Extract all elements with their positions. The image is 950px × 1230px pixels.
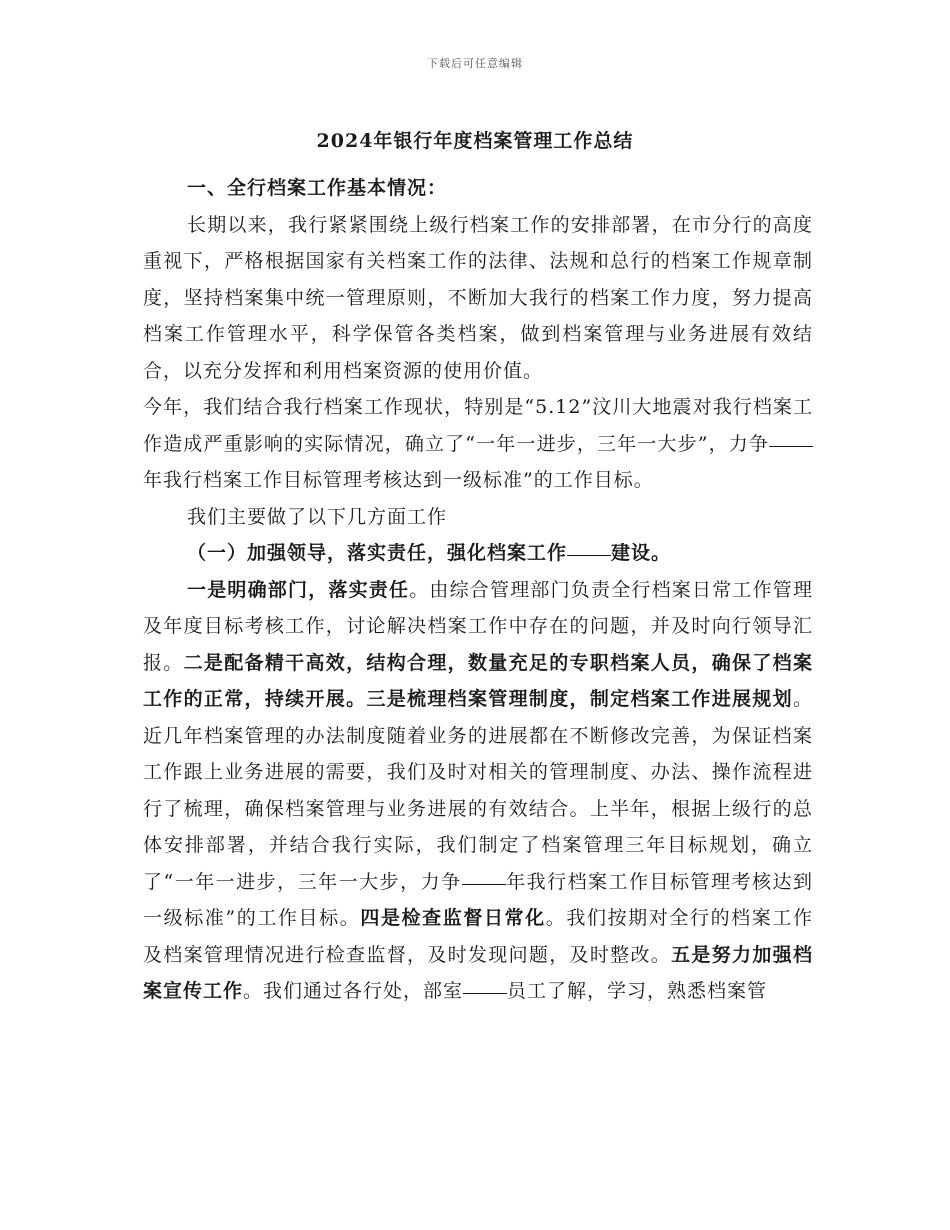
section-heading: 一、全行档案工作基本情况： xyxy=(187,177,448,199)
paragraph-text: 今年，我们结合我行档案工作现状，特别是“5.12”汶川大地震对我行档案工作造成严重影响的实际情况，确立了“一年一进步，三年一大步”，力争 xyxy=(143,396,813,455)
paragraph-text: 。我们按期对全行的档案工作及档案管理情况进行检查监督，及时发现问题，及时整改。 xyxy=(143,907,813,966)
bold-phrase: 二是配备精干高效，结构合理，数量充足的专职档案人员，确保了档案工作的正常，持续开展。 xyxy=(143,651,813,710)
subsection-heading xyxy=(143,535,813,572)
document-title: 2024年银行年度档案管理工作总结 xyxy=(316,130,634,152)
fill-blank xyxy=(567,554,611,556)
header-note: 下载后可任意编辑 xyxy=(427,57,523,70)
fill-blank xyxy=(462,883,506,885)
fill-blank xyxy=(463,992,507,994)
subsection-heading-text: （一）加强领导，落实责任，强化档案工作 xyxy=(187,542,568,564)
fill-blank xyxy=(769,445,813,447)
paragraph: 长期以来，我行紧紧围绕上级行档案工作的安排部署，在市分行的高度重视下，严格根据国家有关档案工作的法律、法规和总行的档案工作规章制度，坚持档案集中统一管理原则，不断加大我行的档案工作力度，努力提高档案工作管理水平，科学保管各类档案，做到档案管理与业务进展有效结合，以充分发挥和利用档案资源的使用价值。 xyxy=(143,213,813,382)
bold-phrase: 五是努力加强档案宣传工作 xyxy=(143,943,813,1002)
paragraph-text: 。近几年档案管理的办法制度随着业务的进展都在不断修改完善，为保证档案工作跟上业务进展的需要，我们及时对相关的管理制度、办法、操作流程进行了梳理，确保档案管理与业务进展的有效结合。上半年，根据上级行的总体安排部署，并结合我行实际，我们制定了档案管理三年目标规划，确立了“一年一进步，三年一大步，力争 xyxy=(143,688,813,893)
paragraph: 我们主要做了以下几方面工作 xyxy=(187,505,448,528)
document-body xyxy=(143,170,813,1010)
paragraph-text: 。由综合管理部门负责全行档案日常工作管理及年度目标考核工作，讨论解决档案工作中存在的问题，并及时向行领导汇报。 xyxy=(143,578,813,674)
paragraph-text: 年我行档案工作目标管理考核达到一级标准”的工作目标。 xyxy=(143,469,654,491)
paragraph-text: 年我行档案工作目标管理考核达到一级标准”的工作目标。 xyxy=(143,870,813,929)
subsection-heading-text: 建设。 xyxy=(611,542,672,564)
paragraph-text: 。我们通过各行处，部室 xyxy=(243,980,464,1002)
paragraph xyxy=(143,572,813,1010)
paragraph-text: 员工了解，学习，熟悉档案管 xyxy=(507,980,768,1002)
bold-phrase: 一是明确部门，落实责任 xyxy=(187,578,410,601)
bold-phrase: 四是检查监督日常化 xyxy=(360,907,546,929)
paragraph xyxy=(143,389,813,499)
bold-phrase: 三是梳理档案管理制度，制定档案工作进展规划 xyxy=(366,688,793,710)
